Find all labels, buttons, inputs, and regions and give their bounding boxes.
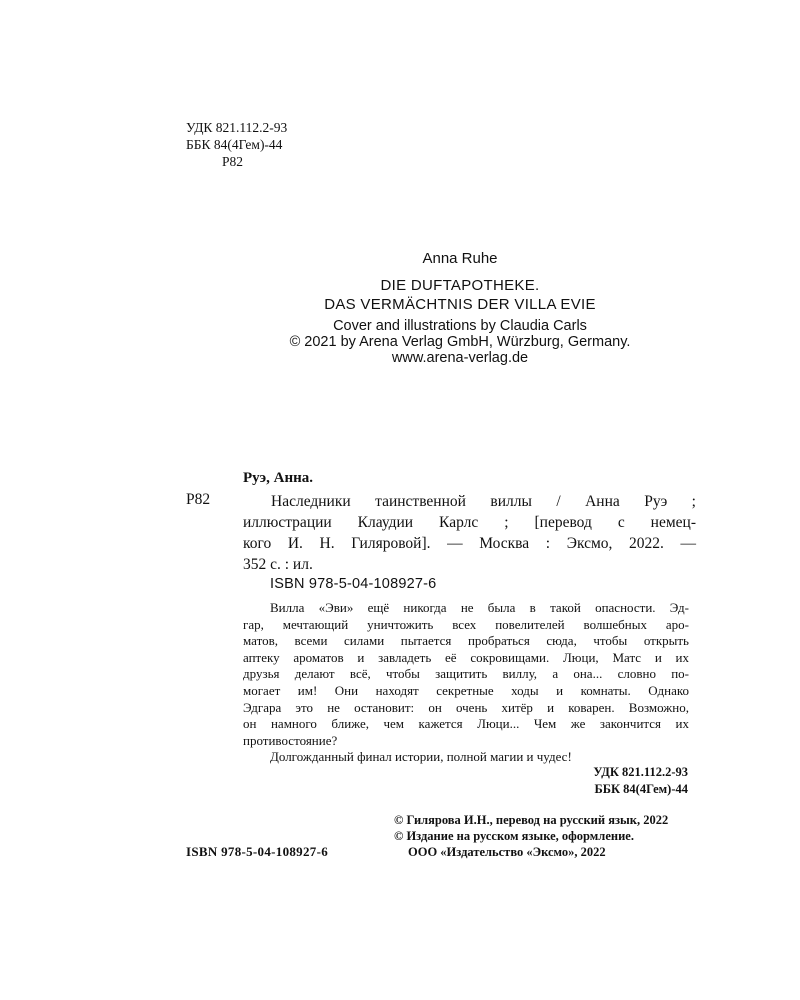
catalog-author-code: Р82 [186,491,211,508]
original-title-line-1: DIE DUFTAPOTHEKE. [380,277,540,294]
udk-bottom: УДК 821.112.2-93 [593,765,688,779]
copyright-ru-line-2: © Издание на русском языке, оформление. [394,829,634,843]
author-code-top: Р82 [222,154,244,169]
original-author: Anna Ruhe [422,250,498,267]
isbn-bottom: ISBN 978-5-04-108927-6 [186,844,329,859]
original-website: www.arena-verlag.de [391,350,529,366]
annotation [243,600,689,766]
catalog-author-heading: Руэ, Анна. [243,470,314,486]
copyright-ru-line-1: © Гилярова И.Н., перевод на русский язык, 2022 [394,813,669,827]
copyright-ru [394,812,668,860]
bbk-bottom: ББК 84(4Гем)-44 [594,782,688,796]
annotation-line: гар, мечтающий уничтожить всех повелителей волшебных аро- [243,616,689,632]
original-title-line-2: DAS VERMÄCHTNIS DER VILLA EVIE [324,296,596,313]
annotation-line: аптеку ароматов и завладеть её сокровищами. Люци, Матс и их [243,649,689,665]
catalog-isbn: ISBN 978-5-04-108927-6 [270,576,437,592]
annotation-line: Эдгара это не остановит: он очень хитёр и коварен. Возможно, [243,699,689,715]
catalog-description-line: иллюстрации Клаудии Карлс ; [перевод с немец- [243,514,696,531]
catalog-description-line: кого И. Н. Гиляровой]. — Москва : Эксмо, 2022. — [243,535,696,552]
annotation-line: он намного ближе, чем кажется Люци... Чем же закончится их [243,716,689,732]
annotation-line: могает им! Они находят секретные ходы и комнаты. Однако [243,682,689,698]
bbk-top: ББК 84(4Гем)-44 [186,137,283,152]
catalog-description-line: 352 с. : ил. [243,556,313,573]
udk-top: УДК 821.112.2-93 [186,120,288,135]
annotation-line: Вилла «Эви» ещё никогда не была в такой опасности. Эд- [270,600,689,615]
annotation-line: противостояние? [243,732,338,748]
original-credits: Cover and illustrations by Claudia Carls [333,318,587,334]
annotation-line: друзья делают всё, чтобы защитить виллу, а она... словно по- [243,666,689,682]
original-copyright: © 2021 by Arena Verlag GmbH, Würzburg, Germany. [289,334,631,350]
copyright-ru-line-3: ООО «Издательство «Эксмо», 2022 [408,845,606,859]
catalog-description-line: Наследники таинственной виллы / Анна Руэ ; [271,493,696,510]
catalog-description [243,491,696,575]
annotation-closing: Долгожданный финал истории, полной магии и чудес! [270,749,572,765]
annotation-line: матов, всеми силами пытается пробраться сюда, чтобы открыть [243,633,689,649]
